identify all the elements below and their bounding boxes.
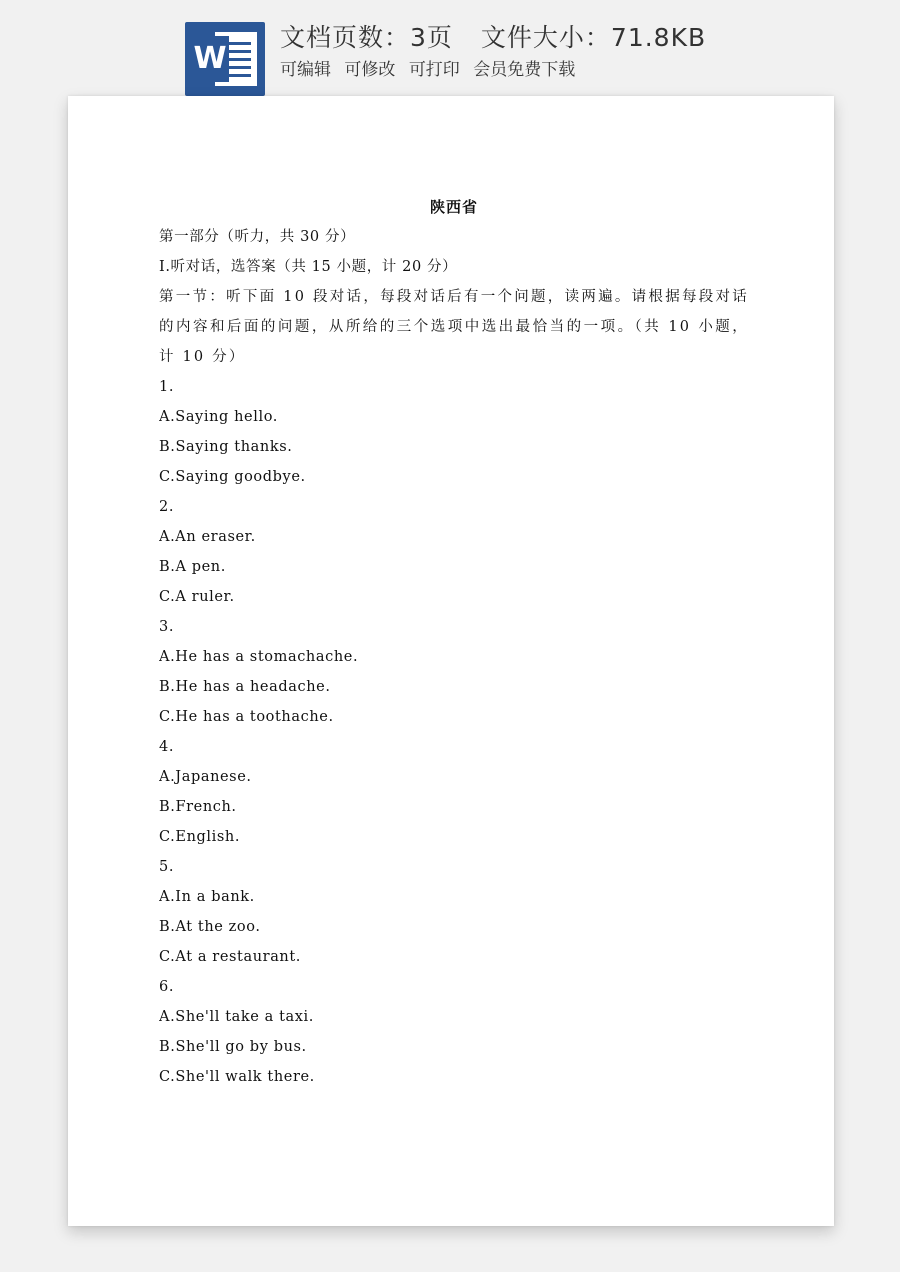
instructions: 第一节：听下面 10 段对话，每段对话后有一个问题，读两遍。请根据每段对话的内容和后面的问题，从所给的三个选项中选出最恰当的一项。（共 10 小题，计 10 分） [159,289,749,365]
section-heading: I.听对话，选答案（共 15 小题，计 20 分） [159,259,458,275]
question-5 [159,852,749,972]
option-a: A.Saying hello. [159,409,278,425]
question-number: 6. [159,979,175,995]
question-number: 1. [159,379,175,395]
question-2 [159,492,749,612]
word-document-icon [185,22,265,96]
feature-modifiable: 可修改 [344,60,396,80]
option-a: A.In a bank. [159,889,255,905]
option-b: B.He has a headache. [159,679,331,695]
option-b: B.A pen. [159,559,226,575]
question-1 [159,372,749,492]
option-c: C.English. [159,829,241,845]
question-number: 2. [159,499,175,515]
option-c: C.At a restaurant. [159,949,302,965]
option-a: A.He has a stomachache. [159,649,359,665]
option-c: C.She'll walk there. [159,1069,315,1085]
page-count: 文档页数：3页 [280,23,453,52]
option-b: B.French. [159,799,237,815]
document-page [68,96,834,1226]
question-3 [159,612,749,732]
option-c: C.Saying goodbye. [159,469,306,485]
question-4 [159,732,749,852]
word-letter-icon: W [191,36,229,82]
option-a: A.An eraser. [159,529,256,545]
question-number: 4. [159,739,175,755]
part-heading: 第一部分（听力，共 30 分） [159,229,356,245]
option-c: C.A ruler. [159,589,235,605]
file-size: 文件大小：71.8KB [480,23,707,52]
option-b: B.She'll go by bus. [159,1039,307,1055]
file-info [280,18,706,54]
option-a: A.Japanese. [159,769,252,785]
option-a: A.She'll take a taxi. [159,1009,315,1025]
feature-list [280,55,583,80]
feature-printable: 可打印 [408,60,460,80]
download-banner [0,0,900,100]
question-number: 5. [159,859,175,875]
option-b: B.At the zoo. [159,919,261,935]
document-body [159,192,749,1092]
feature-free-download: 会员免费下载 [473,60,576,80]
option-c: C.He has a toothache. [159,709,334,725]
question-6 [159,972,749,1092]
document-title: 陕西省 [429,198,478,216]
question-number: 3. [159,619,175,635]
option-b: B.Saying thanks. [159,439,293,455]
feature-editable: 可编辑 [280,60,331,80]
